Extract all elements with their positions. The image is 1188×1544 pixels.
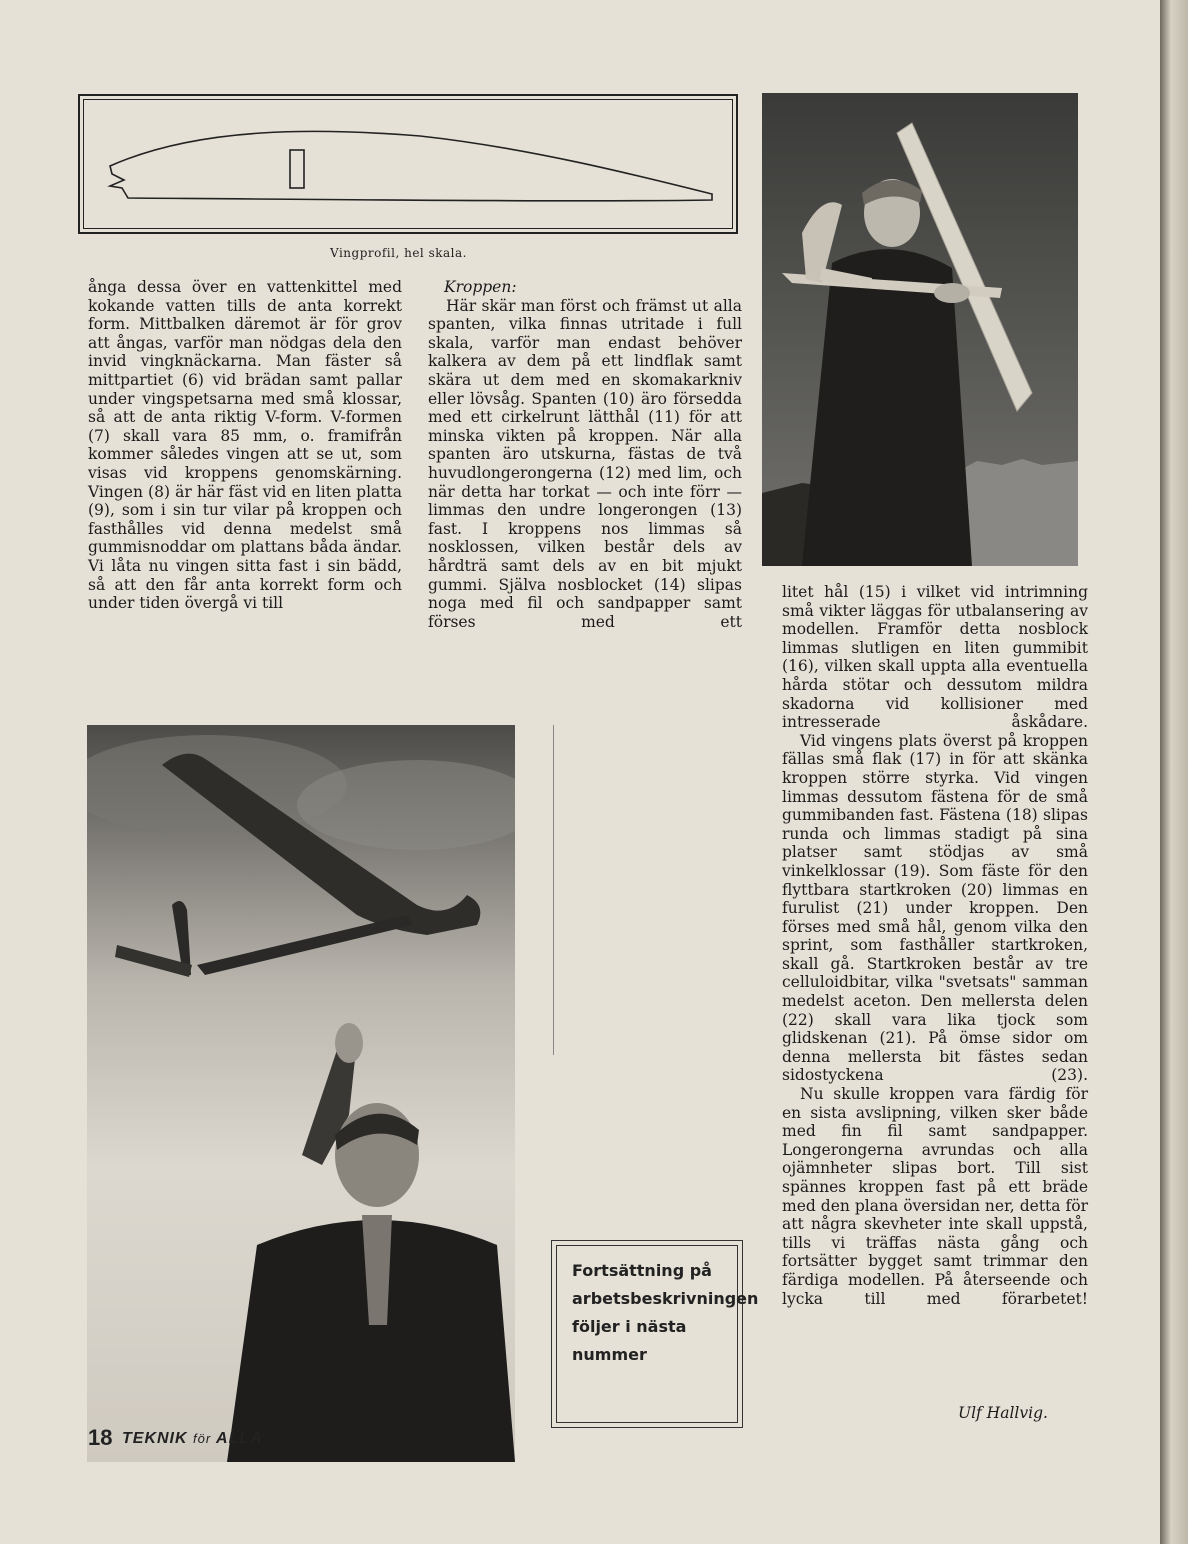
magazine-name bbox=[122, 1430, 263, 1448]
magazine-name-part: TEKNIK bbox=[122, 1430, 188, 1447]
photo-man-launching-glider bbox=[87, 725, 515, 1462]
paragraph: Nu skulle kroppen vara färdig för en sista avslipning, vilken sker både med fin fil samt sandpapper. Longerongerna avrundas och alla ojämnheter slipas bort. Till sist spännes kroppen fast på ett bräde med den plana översidan ner, detta för att några skevheter inte skall uppstå, tills vi träffas nästa gång och fortsätter bygget samt trimmar den färdiga modellen. På återseende och lycka till med förarbetet! bbox=[782, 1085, 1088, 1308]
text-column-1 bbox=[88, 278, 402, 613]
text-column-2 bbox=[428, 278, 742, 631]
paragraph: Här skär man först och främst ut alla spanten, vilka finnas utritade i full skala, varför man endast behöver kalkera av dem på ett lindflak samt skära ut dem med en skomakarkniv eller lövsåg. Spanten (10) äro försedda med ett cirkelrunt lätthål (11) för att minska vikten på kroppen. När alla spanten äro utskurna, fästas de två huvudlongerongerna (12) med lim, och när detta har torkat — och inte förr — limmas den undre longerongen (13) fast. I kroppens nos limmas så nosklossen, vilken består dels av hårdträ samt dels av en bit mjukt gummi. Själva nosblocket (14) slipas noga med fil och sandpapper samt förses med ett bbox=[428, 296, 742, 631]
magazine-name-part: ALLA bbox=[216, 1430, 263, 1447]
continuation-text: Fortsättning på arbetsbeskrivningen följer i nästa nummer bbox=[572, 1261, 759, 1364]
wing-profile-drawing bbox=[80, 96, 736, 232]
wing-profile-figure bbox=[78, 94, 738, 234]
photo-boy-holding-glider bbox=[762, 93, 1078, 566]
paragraph: litet hål (15) i vilket vid intrimning små vikter läggas för utbalansering av modellen. Framför detta nosblock limmas slutligen en liten gummibit (16), vilken skall uppta alla eventuella hårda stötar och dessutom mildra skadorna vid kollisioner med intresserade åskådare. bbox=[782, 583, 1088, 732]
next-page-edge bbox=[1160, 0, 1188, 1544]
section-heading: Kroppen: bbox=[444, 278, 517, 296]
paragraph: ånga dessa över en vattenkittel med kokande vatten tills de anta korrekt form. Mittbalken däremot är för grov att ångas, varför man nödgas dela den invid vingknäckarna. Man fäster så mittpartiet (6) vid brädan samt pallar under vingspetsarna med små klossar, så att de anta riktig V-form. V-formen (7) skall vara 85 mm, o. framifrån kommer således vingen att se ut, som visas vid kroppens genomskärning. Vingen (8) är här fäst vid en liten platta (9), som i sin tur vilar på kroppen och fasthålles vid denna medelst små gummisnoddar om plattans båda ändar. Vi låta nu vingen sitta fast i sin bädd, så att den får anta korrekt form och under tiden övergå vi till bbox=[88, 278, 402, 613]
paragraph: Vid vingens plats överst på kroppen fällas små flak (17) in för att skänka kroppen större styrka. Vid vingen limmas dessutom fästena för de små gummibanden fast. Fästena (18) slipas runda och limmas stadigt på sina platser samt stödjas av små vinkelklossar (19). Som fäste för den flyttbara startkroken (20) limmas en furulist (21) under kroppen. Den förses med små hål, genom vilka den sprint, som fasthåller startkroken, skall gå. Startkroken består av tre celluloidbitar, vilka "svetsats" samman medelst aceton. Den mellersta delen (22) skall vara lika tjock som glidskenan (21). På ömse sidor om denna mellersta bit fästes sedan sidostyckena (23). bbox=[782, 731, 1088, 1085]
author-signature: Ulf Hallvig. bbox=[958, 1404, 1048, 1422]
text-column-3 bbox=[782, 583, 1088, 1308]
column-divider bbox=[553, 725, 554, 1055]
continuation-notice bbox=[551, 1240, 759, 1428]
magazine-name-part: för bbox=[193, 1431, 212, 1446]
page-number: 18 bbox=[88, 1425, 113, 1450]
figure-caption: Vingprofil, hel skala. bbox=[330, 246, 467, 260]
